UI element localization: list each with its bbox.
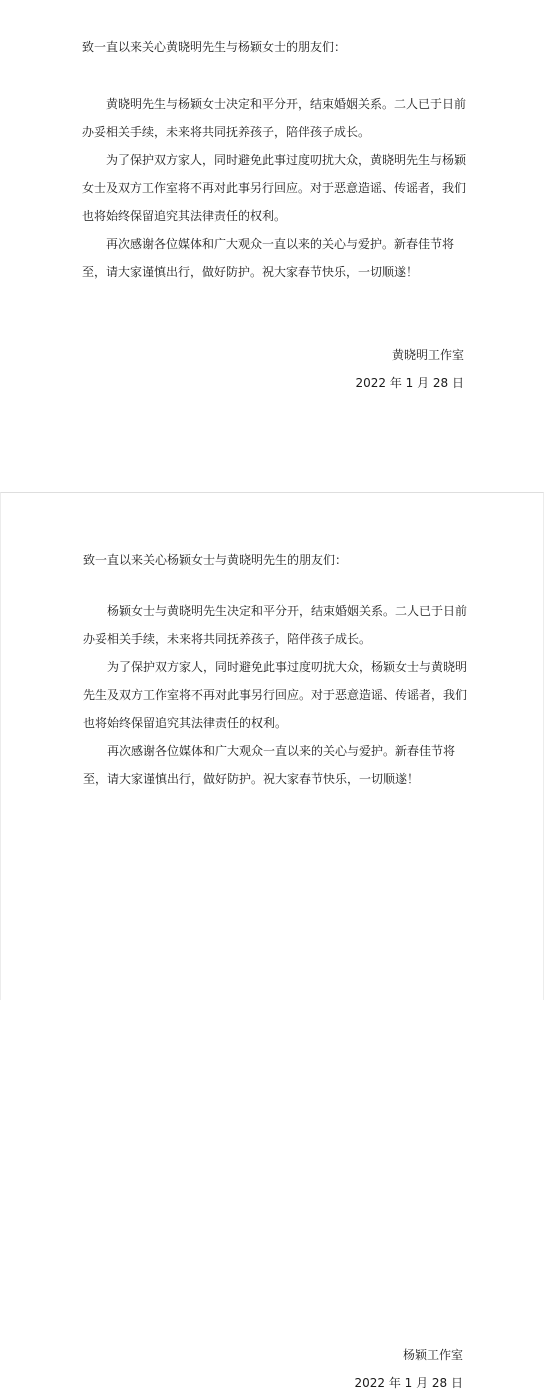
paragraph: 为了保护双方家人，同时避免此事过度叨扰大众，杨颖女士与黄晓明先生及双方工作室将不再对此事另行回应。对于恶意造谣、传谣者，我们也将始终保留追究其法律责任的权利。 xyxy=(83,660,468,730)
signature: 杨颖工作室 xyxy=(402,1348,463,1362)
statement-huang-xiaoming-studio xyxy=(0,0,544,456)
paragraph: 为了保护双方家人，同时避免此事过度叨扰大众，黄晓明先生与杨颖女士及双方工作室将不再对此事另行回应。对于恶意造谣、传谣者，我们也将始终保留追究其法律责任的权利。 xyxy=(82,153,467,223)
paragraph: 黄晓明先生与杨颖女士决定和平分开，结束婚姻关系。二人已于日前办妥相关手续，未来将共同抚养孩子，陪伴孩子成长。 xyxy=(82,97,467,139)
statement-body xyxy=(82,90,472,286)
salutation: 致一直以来关心黄晓明先生与杨颖女士的朋友们： xyxy=(82,40,347,54)
paragraph: 杨颖女士与黄晓明先生决定和平分开，结束婚姻关系。二人已于日前办妥相关手续，未来将共同抚养孩子，陪伴孩子成长。 xyxy=(83,604,468,646)
signature: 黄晓明工作室 xyxy=(391,348,464,362)
statement-yang-ying-studio xyxy=(0,492,544,1390)
salutation: 致一直以来关心杨颖女士与黄晓明先生的朋友们： xyxy=(83,553,348,567)
paragraph: 再次感谢各位媒体和广大观众一直以来的关心与爱护。新春佳节将至，请大家谨慎出行，做好防护。祝大家春节快乐，一切顺遂！ xyxy=(83,744,456,786)
page-gap xyxy=(0,455,544,493)
date: 2022 年 1 月 28 日 xyxy=(354,1376,463,1390)
date: 2022 年 1 月 28 日 xyxy=(355,376,464,390)
paragraph: 再次感谢各位媒体和广大观众一直以来的关心与爱护。新春佳节将至，请大家谨慎出行，做好防护。祝大家春节快乐，一切顺遂！ xyxy=(82,237,455,279)
statement-body xyxy=(83,597,473,793)
